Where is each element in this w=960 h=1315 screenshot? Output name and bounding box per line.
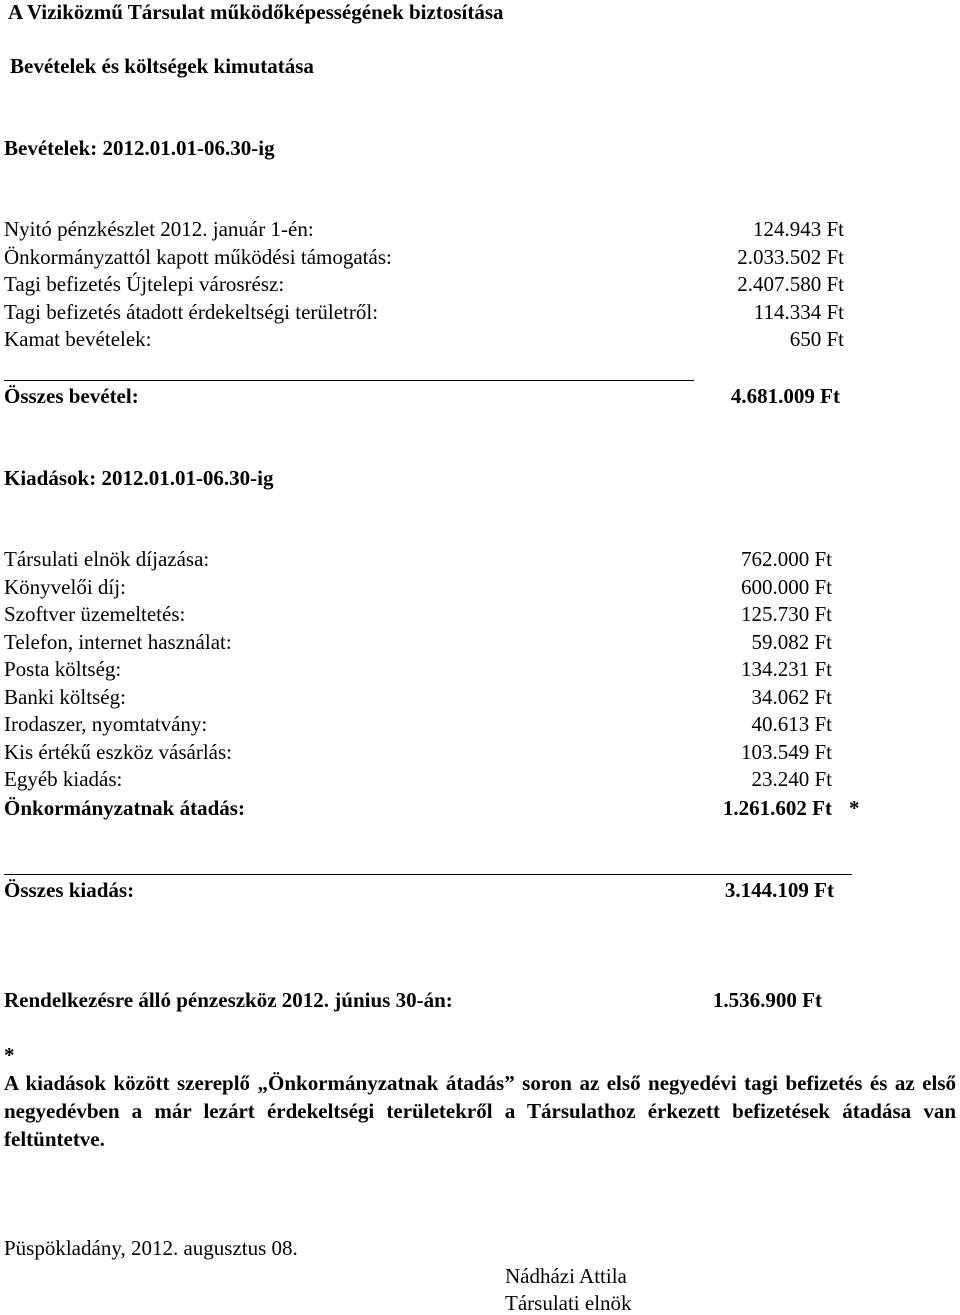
transfer-amount: 1.261.602 Ft xyxy=(722,796,832,820)
income-heading: Bevételek: 2012.01.01-06.30-ig xyxy=(4,136,275,160)
document-title: A Viziközmű Társulat működőképességének biztosítása xyxy=(8,0,504,24)
income-list xyxy=(4,216,844,354)
item-amount: 134.231 Ft xyxy=(740,657,832,681)
item-label: Szoftver üzemeltetés: xyxy=(4,602,186,626)
list-item xyxy=(4,684,832,712)
transfer-label: Önkormányzatnak átadás: xyxy=(4,796,245,820)
item-label: Nyitó pénzkészlet 2012. január 1-én: xyxy=(4,217,314,241)
item-label: Társulati elnök díjazása: xyxy=(4,547,210,571)
item-amount: 2.033.502 Ft xyxy=(737,244,844,269)
footnote-mark: * xyxy=(4,1043,15,1067)
list-item xyxy=(4,244,844,272)
list-item xyxy=(4,546,832,574)
item-label: Kamat bevételek: xyxy=(4,327,152,351)
list-item xyxy=(4,271,844,299)
item-label: Posta költség: xyxy=(4,657,122,681)
list-item xyxy=(4,739,832,767)
expenses-total-label: Összes kiadás: xyxy=(4,878,135,902)
item-label: Könyvelői díj: xyxy=(4,574,126,599)
item-amount: 34.062 Ft xyxy=(751,684,832,709)
income-total-label: Összes bevétel: xyxy=(4,384,139,408)
item-amount: 2.407.580 Ft xyxy=(737,272,844,296)
item-label: Önkormányzattól kapott működési támogatás: xyxy=(4,244,392,269)
item-label: Kis értékű eszköz vásárlás: xyxy=(4,739,232,764)
item-amount: 650 Ft xyxy=(789,327,844,351)
list-item xyxy=(4,601,832,629)
available-label: Rendelkezésre álló pénzeszköz 2012. június 30-án: xyxy=(4,988,453,1012)
list-item xyxy=(4,216,844,244)
expenses-list xyxy=(4,546,832,794)
list-item xyxy=(4,574,832,602)
item-label: Tagi befizetés Újtelepi városrész: xyxy=(4,272,285,296)
list-item xyxy=(4,766,832,794)
item-amount: 40.613 Ft xyxy=(751,712,832,736)
item-amount: 124.943 Ft xyxy=(752,217,844,241)
item-amount: 23.240 Ft xyxy=(751,767,832,791)
item-label: Telefon, internet használat: xyxy=(4,629,232,654)
place-date: Püspökladány, 2012. augusztus 08. xyxy=(4,1236,298,1260)
footnote-text: A kiadások között szereplő „Önkormányzatnak átadás” soron az első negyedévi tagi befizetés és az első negyedévben a már lezárt érdekeltségi területekről a Társulathoz érkezett befizetések átadása van feltüntetve. xyxy=(4,1071,956,1151)
signatory-name: Nádházi Attila xyxy=(505,1264,627,1288)
item-label: Irodaszer, nyomtatvány: xyxy=(4,712,208,736)
expenses-total-amount: 3.144.109 Ft xyxy=(724,878,834,902)
document-subtitle: Bevételek és költségek kimutatása xyxy=(10,54,314,78)
item-label: Banki költség: xyxy=(4,684,126,709)
item-amount: 762.000 Ft xyxy=(740,547,832,571)
item-amount: 125.730 Ft xyxy=(740,602,832,626)
item-label: Tagi befizetés átadott érdekeltségi területről: xyxy=(4,299,379,324)
list-item xyxy=(4,326,844,354)
transfer-footnote-mark: * xyxy=(849,796,860,820)
item-amount: 59.082 Ft xyxy=(751,629,832,654)
expenses-heading: Kiadások: 2012.01.01-06.30-ig xyxy=(4,466,274,490)
item-amount: 114.334 Ft xyxy=(753,299,844,324)
expenses-total-rule xyxy=(4,874,852,875)
list-item xyxy=(4,656,832,684)
item-amount: 103.549 Ft xyxy=(740,739,832,764)
list-item xyxy=(4,299,844,327)
list-item xyxy=(4,711,832,739)
item-amount: 600.000 Ft xyxy=(740,574,832,599)
item-label: Egyéb kiadás: xyxy=(4,767,123,791)
income-total-amount: 4.681.009 Ft xyxy=(730,384,840,408)
list-item xyxy=(4,629,832,657)
signatory-role: Társulati elnök xyxy=(505,1291,632,1315)
income-total-rule xyxy=(4,380,694,381)
available-amount: 1.536.900 Ft xyxy=(712,988,822,1012)
